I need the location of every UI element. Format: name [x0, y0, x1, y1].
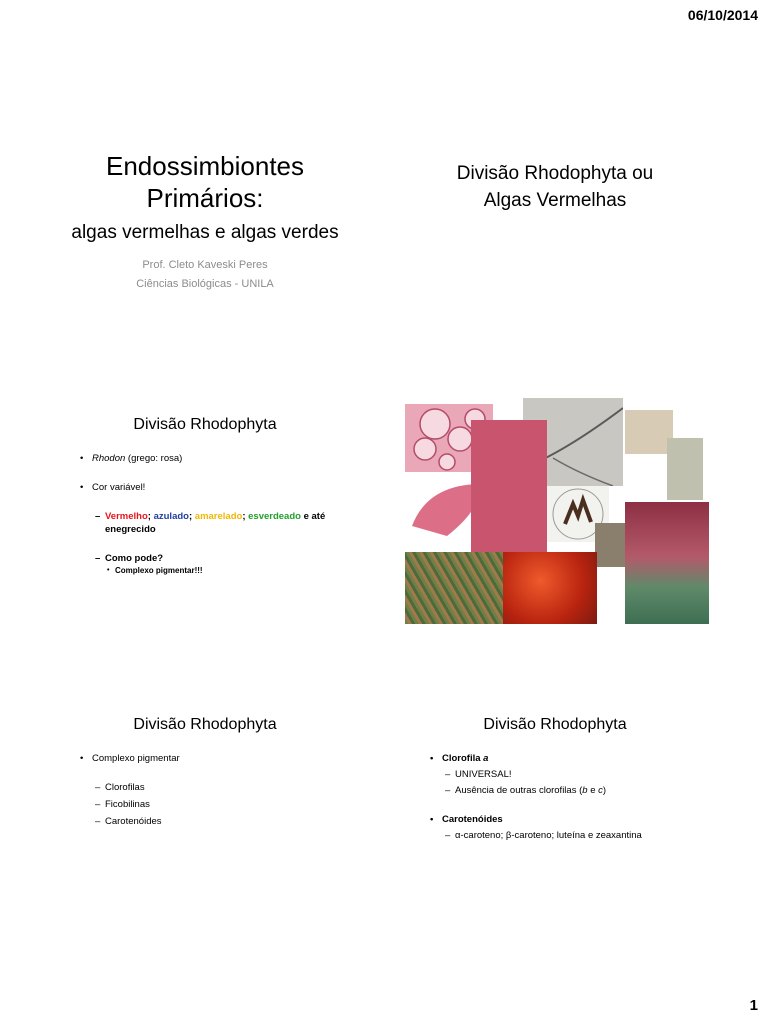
slide-1-title	[55, 135, 355, 360]
color-list: Vermelho; azulado; amarelado; esverdeado	[105, 511, 301, 522]
dash-carotenos: – α-caroteno; β-caroteno; luteína e zeaxantina	[445, 830, 642, 841]
dash-ausencia: – Ausência de outras clorofilas (b e c)	[445, 785, 607, 796]
dash-clorofilas: – Clorofilas	[95, 782, 145, 793]
sub-bullet-complexo: • Complexo pigmentar!!!	[80, 565, 350, 576]
slide-5-title: Divisão Rhodophyta	[133, 716, 277, 733]
slide-3-title: Divisão Rhodophyta	[133, 416, 277, 433]
slide-5-body	[80, 752, 350, 828]
slide-2-title-line2: Algas Vermelhas	[483, 190, 627, 211]
slide-1-heading	[55, 150, 355, 214]
slide-2-section-title	[405, 135, 705, 360]
bubble-5	[439, 454, 455, 470]
bullet-clorofila-a: • Clorofila a	[430, 752, 700, 765]
bubble-2	[414, 438, 436, 460]
color-word-0: Vermelho	[105, 511, 148, 522]
slide-1-author: Prof. Cleto Kaveski Peres	[142, 259, 268, 271]
slide-6-body	[430, 752, 700, 842]
bullet-carotenoides: • Carotenóides	[430, 813, 700, 826]
color-word-2: amarelado	[194, 511, 243, 522]
slide-1-affiliation: Ciências Biológicas - UNILA	[136, 278, 274, 290]
red-green-fan-algae-photo	[625, 502, 709, 624]
slide-6-title: Divisão Rhodophyta	[483, 716, 627, 733]
page-date: 06/10/2014	[687, 7, 758, 23]
slide-1-subtitle: algas vermelhas e algas verdes	[71, 222, 339, 243]
bullet-rhodon: • Rhodon (grego: rosa)	[80, 452, 350, 465]
color-word-3: esverdeado	[248, 511, 301, 522]
dash-como-pode: – Como pode?	[95, 553, 164, 564]
bullet-complexo-pigmentar: • Complexo pigmentar	[80, 752, 350, 765]
dash-universal: – UNIVERSAL!	[445, 769, 512, 780]
slide-3-body	[80, 452, 350, 576]
dash-carotenoides: – Carotenóides	[95, 816, 162, 827]
dash-ficobilinas: – Ficobilinas	[95, 799, 150, 810]
slide-6-chlorophyll	[405, 700, 705, 925]
dash-color-list: – Vermelho; azulado; amarelado; esverdeado e até enegrecido	[95, 511, 326, 535]
turf-algae-field-photo	[405, 552, 505, 624]
slide-2-heading	[405, 160, 705, 214]
color-word-1: azulado	[153, 511, 189, 522]
bubble-1	[448, 427, 472, 451]
page-number: 1	[749, 997, 758, 1014]
slide-3-rhodophyta-color	[55, 400, 355, 625]
coralline-microscopy-photo	[625, 410, 673, 454]
filament-cells-photo	[667, 438, 703, 500]
bright-red-algae-photo	[503, 552, 597, 624]
bullet-cor-variavel: • Cor variável!	[80, 481, 350, 494]
red-foliose-algae-photo	[471, 420, 547, 552]
slide-1-title-line1: Endossimbiontes	[106, 151, 304, 181]
slide-1-title-line2: Primários:	[146, 183, 264, 213]
slide-4-photo-collage	[405, 398, 709, 628]
bubble-0	[420, 409, 450, 439]
slide-5-pigment-complex	[55, 700, 355, 925]
thallus-section-photo	[595, 523, 629, 567]
slide-2-title-line1: Divisão Rhodophyta ou	[456, 163, 654, 184]
